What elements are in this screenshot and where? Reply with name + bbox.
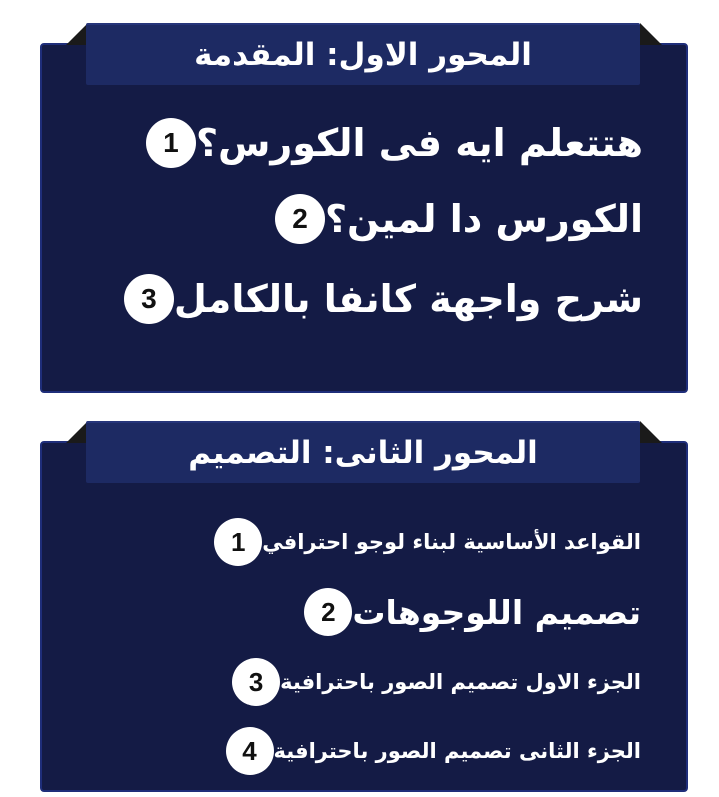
item-number-badge: 4 xyxy=(226,727,274,775)
item-label: القواعد الأساسية لبناء لوجو احترافي xyxy=(262,530,641,554)
item-label: الجزء الثانى تصميم الصور باحترافية xyxy=(273,739,641,763)
list-item xyxy=(146,118,661,168)
list-item xyxy=(226,727,661,775)
list-item xyxy=(124,274,661,324)
section-header-introduction xyxy=(86,23,640,85)
item-number-badge: 1 xyxy=(214,518,262,566)
item-label: الجزء الاول تصميم الصور باحترافية xyxy=(280,670,641,694)
list-item xyxy=(214,518,661,566)
item-number-badge: 3 xyxy=(232,658,280,706)
tab-fold-left xyxy=(66,421,88,443)
tab-fold-left xyxy=(66,23,88,45)
list-item xyxy=(304,588,661,636)
item-label: شرح واجهة كانفا بالكامل xyxy=(173,277,643,321)
item-number-badge: 2 xyxy=(304,588,352,636)
section-title: المحور الاول: المقدمة xyxy=(194,37,532,73)
item-number-badge: 2 xyxy=(275,194,325,244)
tab-fold-right xyxy=(640,421,662,443)
list-item xyxy=(275,194,661,244)
list-item xyxy=(232,658,661,706)
item-label: تصميم اللوجوهات xyxy=(352,592,641,632)
section-title: المحور الثانى: التصميم xyxy=(188,435,538,471)
tab-fold-right xyxy=(640,23,662,45)
item-number-badge: 1 xyxy=(146,118,196,168)
item-number-badge: 3 xyxy=(124,274,174,324)
item-label: الكورس دا لمين؟ xyxy=(324,197,643,241)
section-header-design xyxy=(86,421,640,483)
item-label: هتتعلم ايه فى الكورس؟ xyxy=(195,121,643,165)
